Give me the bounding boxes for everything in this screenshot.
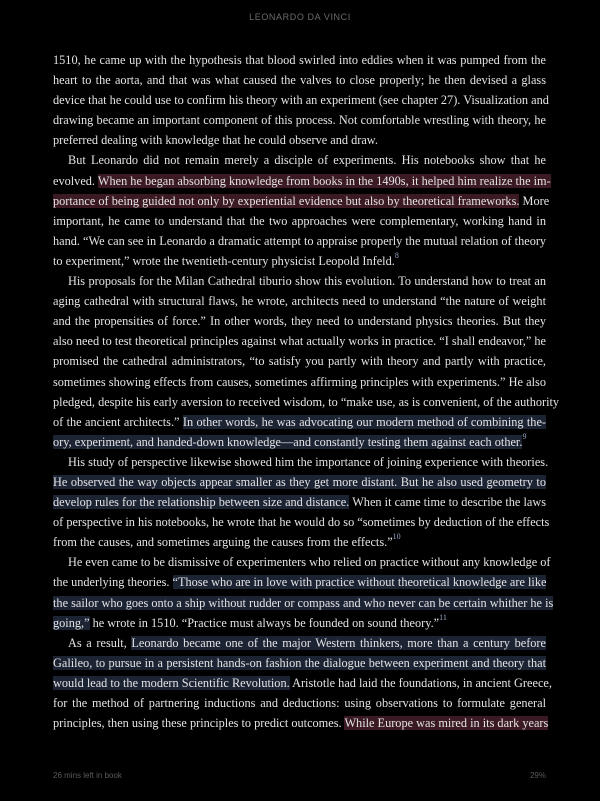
highlight-red[interactable]: While Europe was mired in its dark years: [344, 716, 549, 731]
text-line: heart to the aorta, and that was what caused the valves to close properly; he then devised a glass: [53, 73, 546, 88]
highlight-blue[interactable]: “Those who are in love with practice without theoretical knowledge are like: [172, 575, 547, 590]
reading-progress-percent: 29%: [529, 771, 546, 780]
highlight-blue[interactable]: Leonardo became one of the major Western thinkers, more than a century before: [131, 635, 546, 650]
time-left-in-book: 26 mins left in book: [53, 771, 122, 780]
footnote-marker[interactable]: 11: [439, 612, 447, 622]
highlight-blue[interactable]: ory, experiment, and handed-down knowledge—and constantly testing them against each other.: [53, 434, 523, 449]
highlight-red[interactable]: portance of being guided not only by experiential evidence but also by theoretical frameworks.: [53, 193, 520, 208]
text-line: [53, 713, 549, 733]
footnote-marker[interactable]: 8: [394, 250, 399, 260]
text-segment: evolved.: [53, 173, 96, 188]
page-text[interactable]: [53, 50, 560, 733]
text-line: of perspective in his notebooks, he wrote that he would do so “sometimes by deduction of the effects: [53, 515, 550, 530]
text-line: 1510, he came up with the hypothesis that blood swirled into eddies when it was pumped from the: [53, 53, 546, 67]
text-line: promised the cathedral administrators, “to satisfy you partly with theory and partly with practice,: [53, 354, 546, 369]
text-line: for the method of partnering inductions and deductions: using observations to formulate general: [53, 696, 546, 710]
highlight-blue[interactable]: going,”: [53, 615, 90, 630]
text-line: But Leonardo did not remain merely a disciple of experiments. His notebooks show that he: [68, 153, 546, 168]
text-line: [53, 472, 546, 492]
footnote-marker[interactable]: 9: [522, 431, 527, 441]
text-segment: of the ancient architects.”: [53, 414, 180, 429]
highlight-blue[interactable]: He observed the way objects appear smaller as they get more distant. But he also used geometry to: [53, 474, 546, 489]
text-line: [53, 432, 546, 452]
footnote-marker[interactable]: 10: [392, 532, 401, 542]
text-line: preferred dealing with knowledge that he could observe and draw.: [53, 133, 378, 148]
text-line: [53, 532, 546, 552]
text-line: His proposals for the Milan Cathedral tiburio show this evolution. To understand how to treat an: [68, 274, 546, 289]
text-segment: As a result,: [68, 635, 127, 650]
highlight-blue[interactable]: Galileo, to pursue in a persistent hands-on fashion the dialogue between experiment and theory that: [53, 655, 546, 670]
text-segment: More: [522, 193, 550, 208]
text-line: drawing became an important component of this process. Not comfortable wrestling with theory, he: [53, 113, 546, 128]
text-segment: principles, then using these principles to predict outcomes.: [53, 716, 342, 731]
text-line: [53, 673, 552, 693]
text-segment: When it came time to describe the laws: [352, 495, 547, 510]
highlight-blue[interactable]: would lead to the modern Scientific Revolution.: [53, 675, 290, 690]
text-line: pledged, despite his early aversion to received wisdom, to “make use, as is convenient, of the authority: [53, 394, 560, 409]
text-line: He even came to be dismissive of experimenters who relied on practice without any knowledge of: [68, 555, 551, 570]
text-line: [53, 572, 546, 592]
text-segment: Aristotle had laid the foundations, in ancient Greece,: [292, 675, 552, 690]
text-line: important, he came to understand that the two approaches were complementary, working hand in: [53, 213, 546, 228]
highlight-blue[interactable]: In other words, he was advocating our modern method of combining the-: [182, 414, 547, 429]
text-segment: he wrote in 1510. “Practice must always be founded on sound theory.”: [92, 615, 440, 630]
text-line: aging cathedral with structural flaws, he wrote, architects need to understand “the nature of weight: [53, 294, 546, 309]
text-segment: to experiment,” wrote the twentieth-century physicist Leopold Infeld.: [53, 253, 395, 268]
text-line: [53, 492, 546, 512]
text-line: device that he could use to confirm his theory with an experiment (see chapter 27). Visualization and: [53, 93, 549, 108]
text-line: His study of perspective likewise showed him the importance of joining experience with theories.: [68, 454, 549, 469]
highlight-blue[interactable]: the sailor who goes onto a ship without rudder or compass and who never can be certain whither he is: [53, 595, 554, 610]
text-segment: the underlying theories.: [53, 575, 170, 590]
text-line: sometimes showing effects from causes, sometimes affirming principles with experiments.” He also: [53, 374, 546, 389]
text-line: [53, 191, 550, 211]
text-line: [53, 171, 551, 191]
text-line: and the propensities of force.” In other words, they need to understand physics theories. But they: [53, 314, 546, 329]
text-line: also need to test theoretical principles against what actually works in practice. “I shall endeavor,” he: [53, 334, 546, 349]
running-header-book-title: LEONARDO DA VINCI: [249, 12, 351, 22]
text-line: [53, 633, 546, 653]
highlight-red[interactable]: When he began absorbing knowledge from books in the 1490s, it helped him realize the im-: [97, 173, 551, 188]
text-line: [53, 251, 546, 271]
text-line: [53, 412, 546, 432]
text-line: [53, 613, 546, 633]
text-line: hand. “We can see in Leonardo a dramatic attempt to appraise properly the mutual relation of theory: [53, 233, 547, 248]
text-line: [53, 593, 554, 613]
text-line: [53, 653, 546, 673]
highlight-blue[interactable]: develop rules for the relationship between size and distance.: [53, 495, 350, 510]
text-segment: from the causes, and sometimes arguing the causes from the effects.”: [53, 535, 393, 550]
